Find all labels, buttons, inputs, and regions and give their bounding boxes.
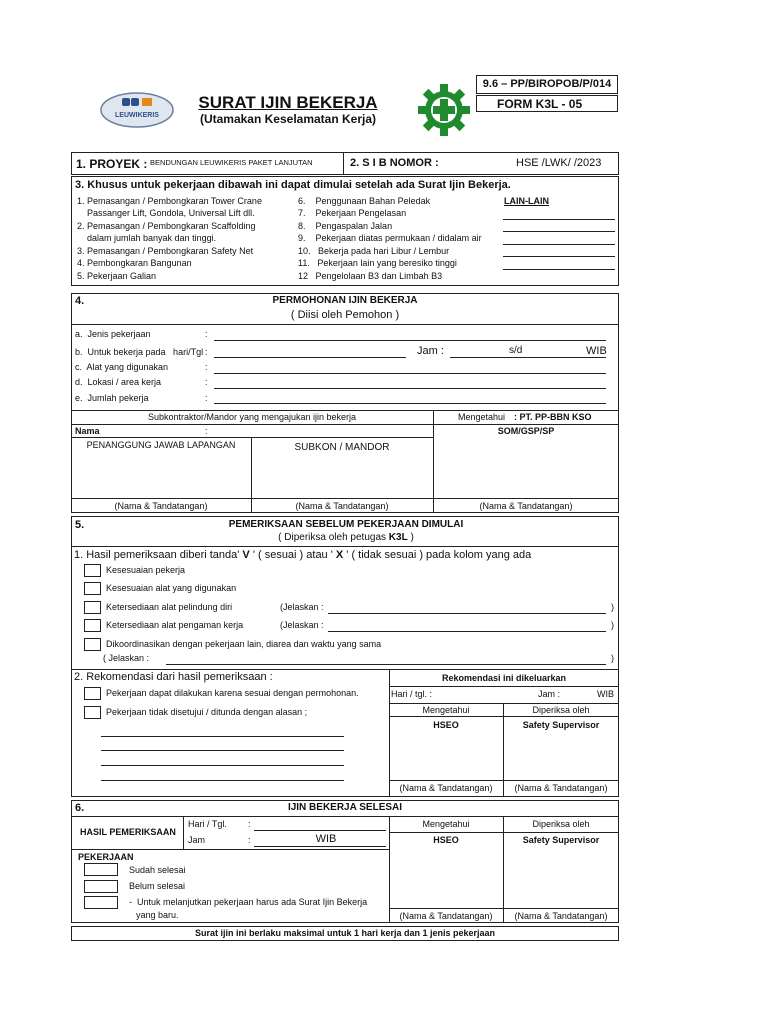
alasan-line-2[interactable] xyxy=(101,750,344,751)
wib-label: WIB xyxy=(597,689,614,699)
rekomendasi-dapat-checkbox[interactable] xyxy=(84,687,101,700)
kesesuaian-alat-checkbox[interactable] xyxy=(84,582,101,595)
lain-lain-line-4[interactable] xyxy=(503,256,615,257)
proyek-value[interactable]: BENDUNGAN LEUWIKERIS PAKET LANJUTAN xyxy=(150,158,313,167)
subkontraktor-header: Subkontraktor/Mandor yang mengajukan ijin bekerja xyxy=(147,412,357,422)
list-item: 3. Pemasangan / Pembongkaran Safety Net xyxy=(77,246,254,256)
subkon-label: SUBKON / MANDOR xyxy=(294,442,390,453)
doc-code: 9.6 – PP/BIROPOB/P/014 xyxy=(482,78,612,90)
nama-label: Nama xyxy=(75,426,100,436)
question-1 xyxy=(74,550,531,561)
field-jumlah: e. Jumlah pekerja xyxy=(75,393,149,403)
question-2: 2. Rekomendasi dari hasil pemeriksaan : xyxy=(74,671,273,683)
note-lanjut-2: yang baru. xyxy=(136,910,179,920)
colon: : xyxy=(248,835,251,845)
jam-input[interactable] xyxy=(450,357,606,358)
lain-lain-line-2[interactable] xyxy=(503,231,615,232)
colon: : xyxy=(205,347,208,357)
list-item: dalam jumlah banyak dan tinggi. xyxy=(77,233,217,243)
jelaskan-apd-input[interactable] xyxy=(328,613,606,614)
colon: : xyxy=(205,377,208,387)
hari-tgl-input[interactable] xyxy=(254,830,386,831)
wib-label: WIB xyxy=(586,345,607,357)
check-item: Kesesuaian pekerja xyxy=(106,565,186,575)
safety-supervisor-label: Safety Supervisor xyxy=(522,835,600,845)
form-title: SURAT IJIN BEKERJA xyxy=(198,93,378,112)
pekerjaan-label: PEKERJAAN xyxy=(78,852,134,862)
colon: : xyxy=(248,819,251,829)
field-jenis-pekerjaan: a. Jenis pekerjaan xyxy=(75,329,151,339)
jelaskan-label: ( Jelaskan : xyxy=(103,653,150,663)
sd-label: s/d xyxy=(509,345,523,356)
jam-label: Jam : xyxy=(538,689,561,699)
section-5-title: PEMERIKSAAN SEBELUM PEKERJAAN DIMULAI xyxy=(228,519,464,530)
close-paren: ) xyxy=(611,653,614,663)
signature-caption: (Nama & Tandatangan) xyxy=(399,783,493,793)
hseo-label: HSEO xyxy=(433,835,459,845)
list-item: 6. Penggunaan Bahan Peledak xyxy=(298,196,431,206)
signature-caption: (Nama & Tandatangan) xyxy=(295,501,389,511)
rekomendasi-header: Rekomendasi ini dikeluarkan xyxy=(441,673,567,683)
list-item: 11. Pekerjaan lain yang beresiko tinggi xyxy=(298,258,457,268)
sib-label: 2. S I B NOMOR : xyxy=(350,157,439,169)
alat-pelindung-checkbox[interactable] xyxy=(84,601,101,614)
alat-input[interactable] xyxy=(214,373,606,374)
mengetahui-label: Mengetahui xyxy=(422,705,470,715)
form-code: FORM K3L - 05 xyxy=(497,97,583,111)
subtitle-post: ) xyxy=(407,532,414,543)
company-name: : PT. PP-BBN KSO xyxy=(514,412,592,422)
section-6-title: IJIN BEKERJA SELESAI xyxy=(287,802,403,813)
list-item: 2. Pemasangan / Pembongkaran Scaffolding xyxy=(77,221,256,231)
lanjut-checkbox[interactable] xyxy=(84,896,118,909)
subtitle-pre: ( Diperiksa oleh petugas xyxy=(278,532,389,543)
list-item: 1. Pemasangan / Pembongkaran Tower Crane xyxy=(77,196,262,206)
jumlah-input[interactable] xyxy=(214,403,606,404)
q1-c: ' ( tidak sesuai ) pada kolom yang ada xyxy=(343,549,532,561)
q1-a: 1. Hasil pemeriksaan diberi tanda' xyxy=(74,549,243,561)
rekomendasi-tidak-checkbox[interactable] xyxy=(84,706,101,719)
section-4-number: 4. xyxy=(75,295,85,307)
lain-lain-line-5[interactable] xyxy=(503,269,615,270)
check-item: Dikoordinasikan dengan pekerjaan lain, diarea dan waktu yang sama xyxy=(106,639,382,649)
hasil-pemeriksaan-label: HASIL PEMERIKSAAN xyxy=(80,827,176,837)
lokasi-input[interactable] xyxy=(214,388,606,389)
check-item: Ketersediaan alat pengaman kerja xyxy=(106,620,244,630)
safety-cross-icon xyxy=(418,84,470,136)
note-lanjut: - Untuk melanjutkan pekerjaan harus ada Surat Ijin Bekerja xyxy=(129,897,368,907)
jelaskan-koordinasi-input[interactable] xyxy=(166,664,606,665)
sudah-selesai-checkbox[interactable] xyxy=(84,863,118,876)
belum-selesai-label: Belum selesai xyxy=(129,881,186,891)
list-item: 8. Pengaspalan Jalan xyxy=(298,221,393,231)
colon: : xyxy=(205,329,208,339)
alasan-line-1[interactable] xyxy=(101,736,344,737)
jelaskan-label: (Jelaskan : xyxy=(280,620,324,630)
diperiksa-label: Diperiksa oleh xyxy=(532,705,590,715)
jelaskan-label: (Jelaskan : xyxy=(280,602,324,612)
jam-label: Jam : xyxy=(417,345,444,357)
koordinasi-checkbox[interactable] xyxy=(84,638,101,651)
logo-text: LEUWIKERIS xyxy=(115,112,159,119)
subtitle-k3l: K3L xyxy=(388,532,408,543)
colon: : xyxy=(205,362,208,372)
q1-b: ' ( sesuai ) atau ' xyxy=(249,549,336,561)
lain-lain-label: LAIN-LAIN xyxy=(504,196,549,206)
safety-supervisor-label: Safety Supervisor xyxy=(522,720,600,730)
rec-item: Pekerjaan tidak disetujui / ditunda dengan alasan ; xyxy=(106,707,308,717)
signature-caption: (Nama & Tandatangan) xyxy=(514,783,608,793)
sib-number[interactable]: HSE /LWK/ /2023 xyxy=(516,157,602,169)
section-5-number: 5. xyxy=(75,519,85,531)
list-item: 10. Bekerja pada hari Libur / Lembur xyxy=(298,246,450,256)
section-4-title: PERMOHONAN IJIN BEKERJA xyxy=(272,295,418,306)
field-hari-tgl: b. Untuk bekerja pada hari/Tgl xyxy=(75,347,204,357)
sudah-selesai-label: Sudah selesai xyxy=(129,865,186,875)
q1-x: X xyxy=(335,549,344,561)
jelaskan-pengaman-input[interactable] xyxy=(328,631,606,632)
footer-note: Surat ijin ini berlaku maksimal untuk 1 hari kerja dan 1 jenis pekerjaan xyxy=(194,928,496,938)
jenis-pekerjaan-input[interactable] xyxy=(214,340,606,341)
colon: : xyxy=(205,426,208,436)
diperiksa-label: Diperiksa oleh xyxy=(532,819,590,829)
mengetahui-label: Mengetahui xyxy=(458,412,506,422)
hari-tgl-label: Hari / tgl. : xyxy=(391,689,433,699)
company-logo xyxy=(100,92,174,128)
lain-lain-line-3[interactable] xyxy=(503,244,615,245)
list-item: 4. Pembongkaran Bangunan xyxy=(77,258,192,268)
signature-caption: (Nama & Tandatangan) xyxy=(399,911,493,921)
som-label: SOM/GSP/SP xyxy=(497,426,555,436)
jam-label: Jam xyxy=(188,835,206,845)
proyek-label: 1. PROYEK : xyxy=(76,157,148,171)
rec-item: Pekerjaan dapat dilakukan karena sesuai dengan permohonan. xyxy=(106,688,359,698)
form-subtitle: (Utamakan Keselamatan Kerja) xyxy=(199,112,377,126)
section-4-subtitle: ( Diisi oleh Pemohon ) xyxy=(290,309,400,321)
close-paren: ) xyxy=(611,620,614,630)
belum-selesai-checkbox[interactable] xyxy=(84,880,118,893)
hari-tgl-label: Hari / Tgl. xyxy=(188,819,227,829)
alat-pengaman-checkbox[interactable] xyxy=(84,619,101,632)
signature-caption: (Nama & Tandatangan) xyxy=(479,501,573,511)
mengetahui-label: Mengetahui xyxy=(422,819,470,829)
colon: : xyxy=(205,393,208,403)
hari-tgl-input[interactable] xyxy=(214,357,406,358)
alasan-line-3[interactable] xyxy=(101,765,344,766)
jam-input[interactable] xyxy=(254,846,386,847)
check-item: Ketersediaan alat pelindung diri xyxy=(106,602,233,612)
kesesuaian-pekerja-checkbox[interactable] xyxy=(84,564,101,577)
signature-caption: (Nama & Tandatangan) xyxy=(514,911,608,921)
signature-caption: (Nama & Tandatangan) xyxy=(114,501,208,511)
q1-v: V xyxy=(242,549,250,561)
list-item: 12 Pengelolaan B3 dan Limbah B3 xyxy=(298,271,443,281)
wib-label: WIB xyxy=(315,833,337,845)
lain-lain-line-1[interactable] xyxy=(503,219,615,220)
list-item: 9. Pekerjaan diatas permukaan / didalam air xyxy=(298,233,482,243)
list-item: 5. Pekerjaan Galian xyxy=(77,271,157,281)
section-5-subtitle xyxy=(190,533,502,543)
alasan-line-4[interactable] xyxy=(101,780,344,781)
list-item: Passanger Lift, Gondola, Universal Lift dll. xyxy=(77,208,255,218)
list-item: 7. Pekerjaan Pengelasan xyxy=(298,208,407,218)
field-alat: c. Alat yang digunakan xyxy=(75,362,169,372)
close-paren: ) xyxy=(611,602,614,612)
pj-lapangan-label: PENANGGUNG JAWAB LAPANGAN xyxy=(86,440,236,450)
check-item: Kesesuaian alat yang digunakan xyxy=(106,583,237,593)
section-3-heading: 3. Khusus untuk pekerjaan dibawah ini dapat dimulai setelah ada Surat Ijin Bekerja. xyxy=(75,179,511,191)
section-6-number: 6. xyxy=(75,802,85,814)
field-lokasi: d. Lokasi / area kerja xyxy=(75,377,162,387)
hseo-label: HSEO xyxy=(433,720,459,730)
